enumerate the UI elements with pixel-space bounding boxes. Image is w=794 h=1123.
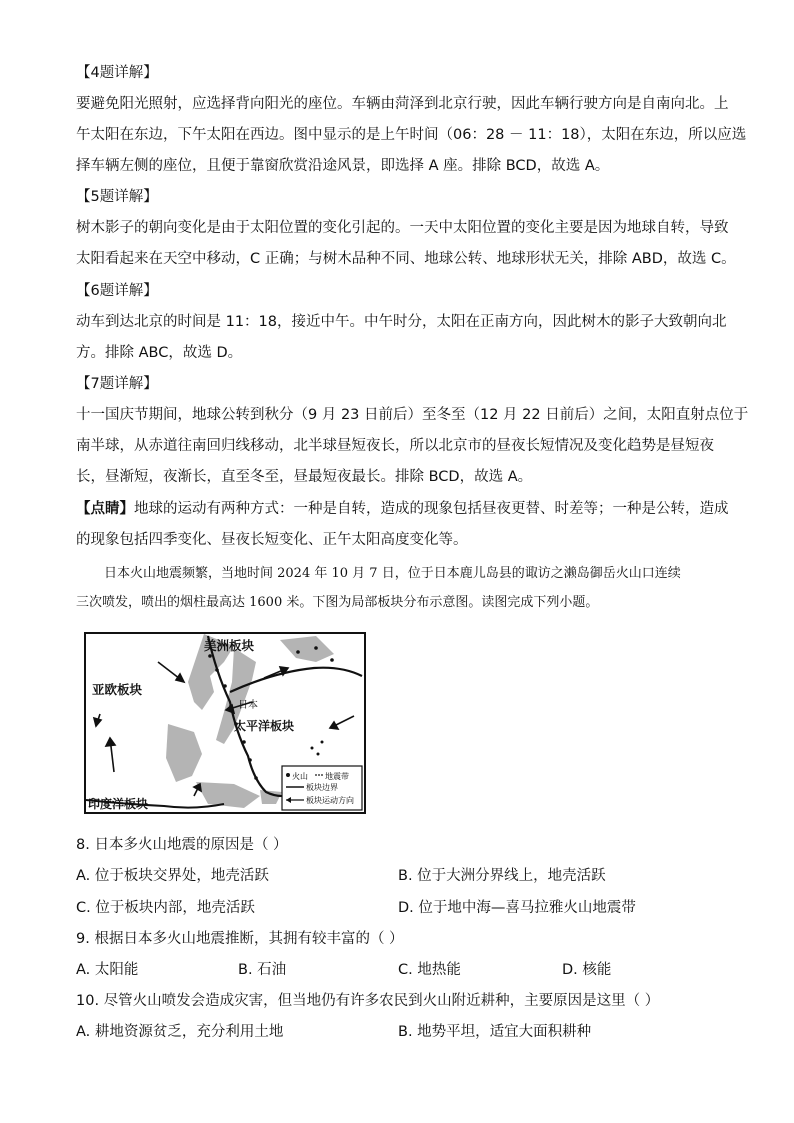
option-9d[interactable]: D. 核能 — [562, 962, 612, 978]
section-6 — [76, 276, 727, 369]
label-pacific: 太平洋板块 — [234, 719, 295, 733]
text-line: 午太阳在东边，下午太阳在西边。图中显示的是上午时间（06：28 － 11：18），太阳在东边，所以应选 — [76, 127, 747, 143]
text-line: 长，昼渐短，夜渐长，直至冬至，昼最短夜最长。排除 BCD，故选 A。 — [76, 469, 533, 485]
map-legend — [282, 766, 362, 810]
section-7 — [76, 369, 749, 493]
plate-map — [84, 632, 366, 814]
text-line: 太阳看起来在天空中移动，C 正确；与树木品种不同、地球公转、地球形状无关，排除 ABD，故选 C。 — [76, 251, 736, 267]
text-line: 树木影子的朝向变化是由于太阳位置的变化引起的。一天中太阳位置的变化主要是因为地球自转，导致 — [76, 220, 729, 236]
option-9c[interactable]: C. 地热能 — [398, 962, 461, 978]
question-8-stem: 8. 日本多火山地震的原因是（ ） — [76, 837, 288, 853]
text-line: 十一国庆节期间，地球公转到秋分（9 月 23 日前后）至冬至（12 月 22 日前后）之间，太阳直射点位于 — [76, 407, 749, 423]
text-line: 地球的运动有两种方式：一种是自转，造成的现象包括昼夜更替、时差等；一种是公转，造成 — [134, 501, 729, 517]
section-4 — [76, 58, 747, 182]
section-heading: 【7题详解】 — [76, 376, 158, 392]
text-line: 动车到达北京的时间是 11：18，接近中午。中午时分，太阳在正南方向，因此树木的影子大致朝向北 — [76, 314, 727, 330]
label-indian: 印度洋板块 — [88, 797, 149, 811]
option-8b[interactable]: B. 位于大洲分界线上，地壳活跃 — [398, 868, 606, 884]
section-heading: 【4题详解】 — [76, 65, 158, 81]
text-line: 要避免阳光照射，应选择背向阳光的座位。车辆由菏泽到北京行驶，因此车辆行驶方向是自南向北。上 — [76, 96, 729, 112]
label-america: 美洲板块 — [204, 638, 255, 653]
text-line: 南半球，从赤道往南回归线移动，北半球昼短夜长，所以北京市的昼夜长短情况及变化趋势是昼短夜 — [76, 438, 714, 454]
legend-quake: 地震带 — [325, 772, 349, 781]
section-heading: 【6题详解】 — [76, 283, 158, 299]
legend-volcano: 火山 — [292, 772, 308, 781]
option-8a[interactable]: A. 位于板块交界处，地壳活跃 — [76, 868, 269, 884]
question-9-stem: 9. 根据日本多火山地震推断，其拥有较丰富的（ ） — [76, 931, 404, 947]
intro-line: 日本火山地震频繁，当地时间 2024 年 10 月 7 日，位于日本鹿儿岛县的诹访之濑岛御岳火山口连续 — [104, 566, 681, 581]
option-8c[interactable]: C. 位于板块内部，地壳活跃 — [76, 900, 255, 916]
legend-motion: 板块运动方向 — [306, 796, 354, 805]
text-line: 择车辆左侧的座位，且便于靠窗欣赏沿途风景，即选择 A 座。排除 BCD，故选 A。 — [76, 158, 610, 174]
option-10b[interactable]: B. 地势平坦，适宜大面积耕种 — [398, 1024, 592, 1040]
label-eurasia: 亚欧板块 — [92, 682, 143, 697]
option-9a[interactable]: A. 太阳能 — [76, 962, 139, 978]
label-japan: 日本 — [238, 700, 258, 711]
dianjing-heading: 【点睛】 — [76, 501, 134, 517]
question-10-stem: 10. 尽管火山喷发会造成灾害，但当地仍有许多农民到火山附近耕种，主要原因是这里（ ） — [76, 993, 660, 1009]
legend-boundary: 板块边界 — [306, 783, 338, 792]
text-line: 的现象包括四季变化、昼夜长短变化、正午太阳高度变化等。 — [76, 532, 468, 548]
option-10a[interactable]: A. 耕地资源贫乏，充分利用土地 — [76, 1024, 284, 1040]
option-8d[interactable]: D. 位于地中海—喜马拉雅火山地震带 — [398, 900, 636, 916]
material-intro — [76, 559, 718, 617]
intro-line: 三次喷发，喷出的烟柱最高达 1600 米。下图为局部板块分布示意图。读图完成下列小题。 — [76, 595, 599, 610]
section-5 — [76, 182, 736, 275]
text-line: 方。排除 ABC，故选 D。 — [76, 345, 243, 361]
section-heading: 【5题详解】 — [76, 189, 158, 205]
dianjing-section — [76, 494, 729, 556]
option-9b[interactable]: B. 石油 — [238, 962, 287, 978]
